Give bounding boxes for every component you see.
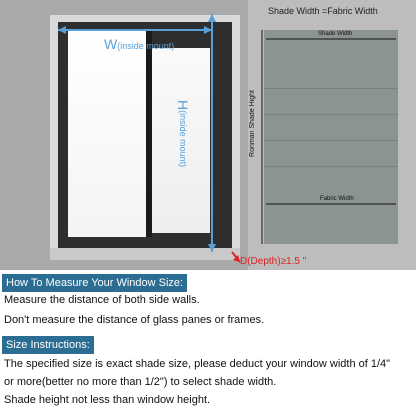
measure-heading: How To Measure Your Window Size:: [2, 274, 187, 292]
depth-label: D(Depth)≥1.5 ": [240, 256, 307, 267]
fabric-width-label: Fabric Width: [320, 196, 354, 202]
height-label: H(inside mount): [175, 100, 191, 168]
instructions-line-3: Shade height not less than window height.: [4, 394, 211, 406]
instructions-line-2: or more(better no more than 1/2") to select shade width.: [4, 376, 277, 388]
width-label: W(inside mount): [104, 36, 175, 52]
instructions-line-1: The specified size is exact shade size, please deduct your window width of 1/4": [4, 358, 391, 370]
shade-title: Shade Width =Fabric Width: [268, 6, 378, 16]
measure-line-1: Measure the distance of both side walls.: [4, 294, 200, 306]
shade-height-label: Ronman Shade Hight: [249, 90, 256, 157]
measure-line-2: Don't measure the distance of glass panes or frames.: [4, 314, 265, 326]
instructions-heading: Size Instructions:: [2, 336, 94, 354]
shade-width-label: Shade Width: [318, 31, 353, 37]
